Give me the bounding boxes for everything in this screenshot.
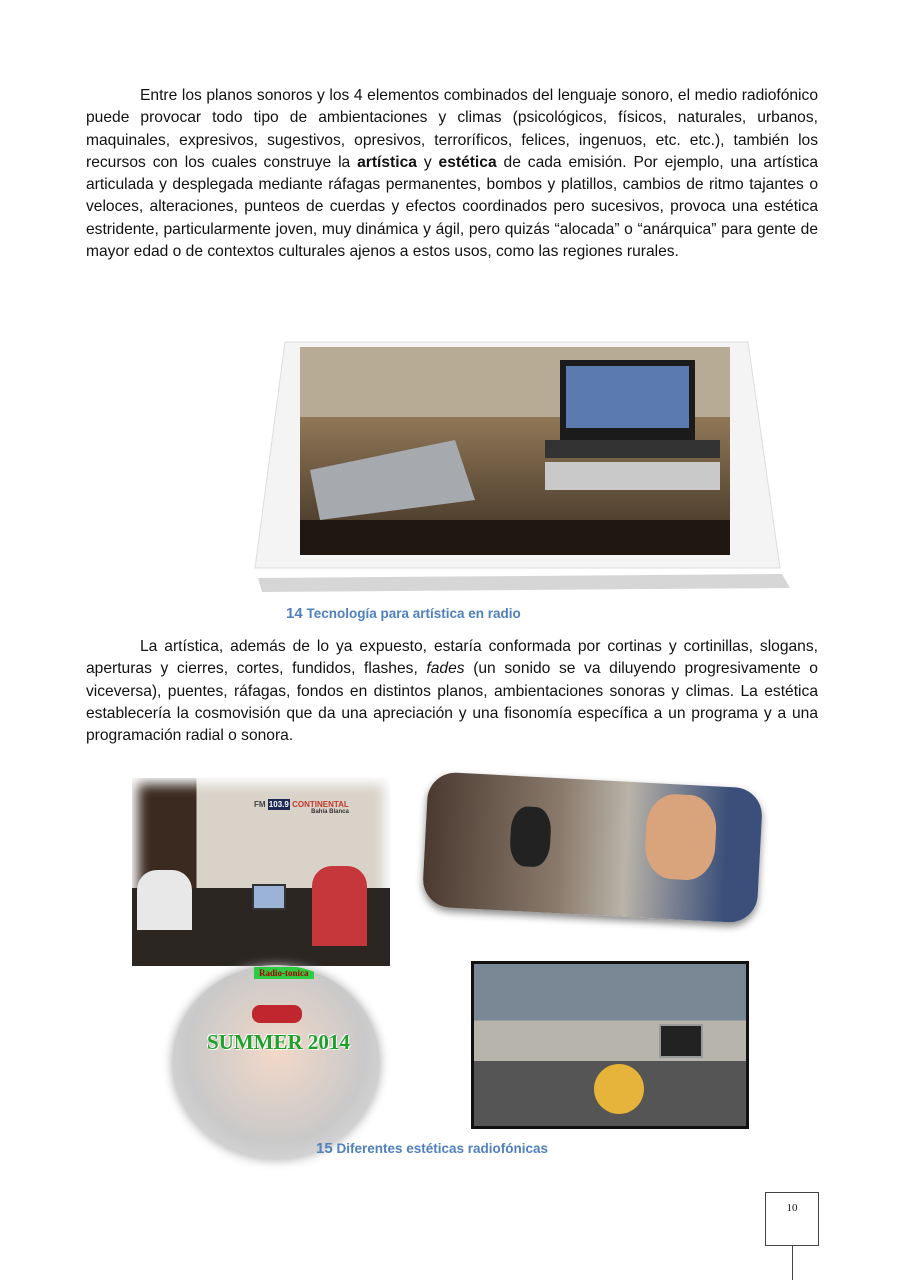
promo-title: SUMMER 2014 [207,1030,350,1054]
text: (un sonido se va diluyendo progresivamente o viceversa), puentes, ráfagas, fondos en distintos planos, ambientaciones sonoras y climas. La estética establecería la cosmovisión que da una apreciación y una fisonomía específica a un programa y a una programación radial o sonora. [86,660,818,745]
italic-term: fades [426,660,465,678]
promo-label: Radio-tonica [254,967,314,979]
text: Entre los planos sonoros y los 4 elementos combinados del lenguaje sonoro, el medio radiofónico puede provocar todo tipo de ambientaciones y climas (psicológicos, físicos, naturales, urbanos, maquinales, expresivos, sugestivos, opresivos, terroríficos, felices, ingenuos, etc. etc.), también los recursos con los cuales construye la [86,87,818,171]
text: La artística, además de lo ya expuesto, estaría conformada por cortinas y cortinillas, slogans, aperturas y cierres, cortes, fundidos, flashes, [86,638,818,678]
studio-photo [132,778,390,966]
page-number: 10 [786,1202,798,1214]
sign-frequency: 103.9 [268,800,289,809]
studio-sign [254,800,349,815]
caption-number: 15 [316,1140,333,1157]
promo-photo [172,965,380,1160]
text: y [416,153,439,171]
sign-fm: FM [254,800,266,809]
bold-term: artística [357,153,417,171]
sign-name: CONTINENTAL [292,800,349,809]
bold-term: estética [438,153,497,171]
figure-14-caption [286,605,521,622]
caption-text: Tecnología para artística en radio [306,606,521,621]
page-number-line [792,1245,793,1280]
presenter-photo [422,771,764,923]
control-room-photo [471,961,749,1129]
caption-text: Diferentes estéticas radiofónicas [336,1141,549,1156]
caption-number: 14 [286,605,303,622]
page-number-box [765,1192,819,1246]
text: de cada emisión. Por ejemplo, una artística articulada y desplegada mediante ráfagas permanentes, bombos y platillos, cambios de ritmo tajantes o veloces, alteraciones, punteos de cuerdas y efectos coordinados pero sucesivos, provoca una estética estridente, particularmente joven, muy dinámica y ágil, pero quizás “alocada” o “anárquica” para gente de mayor edad o de contextos culturales ajenos a estos usos, como las regiones rurales. [86,153,818,261]
paragraph-2 [86,636,818,747]
sign-city: Bahía Blanca [311,809,349,815]
figure-15-caption [316,1140,548,1157]
photo-frame [0,0,906,600]
